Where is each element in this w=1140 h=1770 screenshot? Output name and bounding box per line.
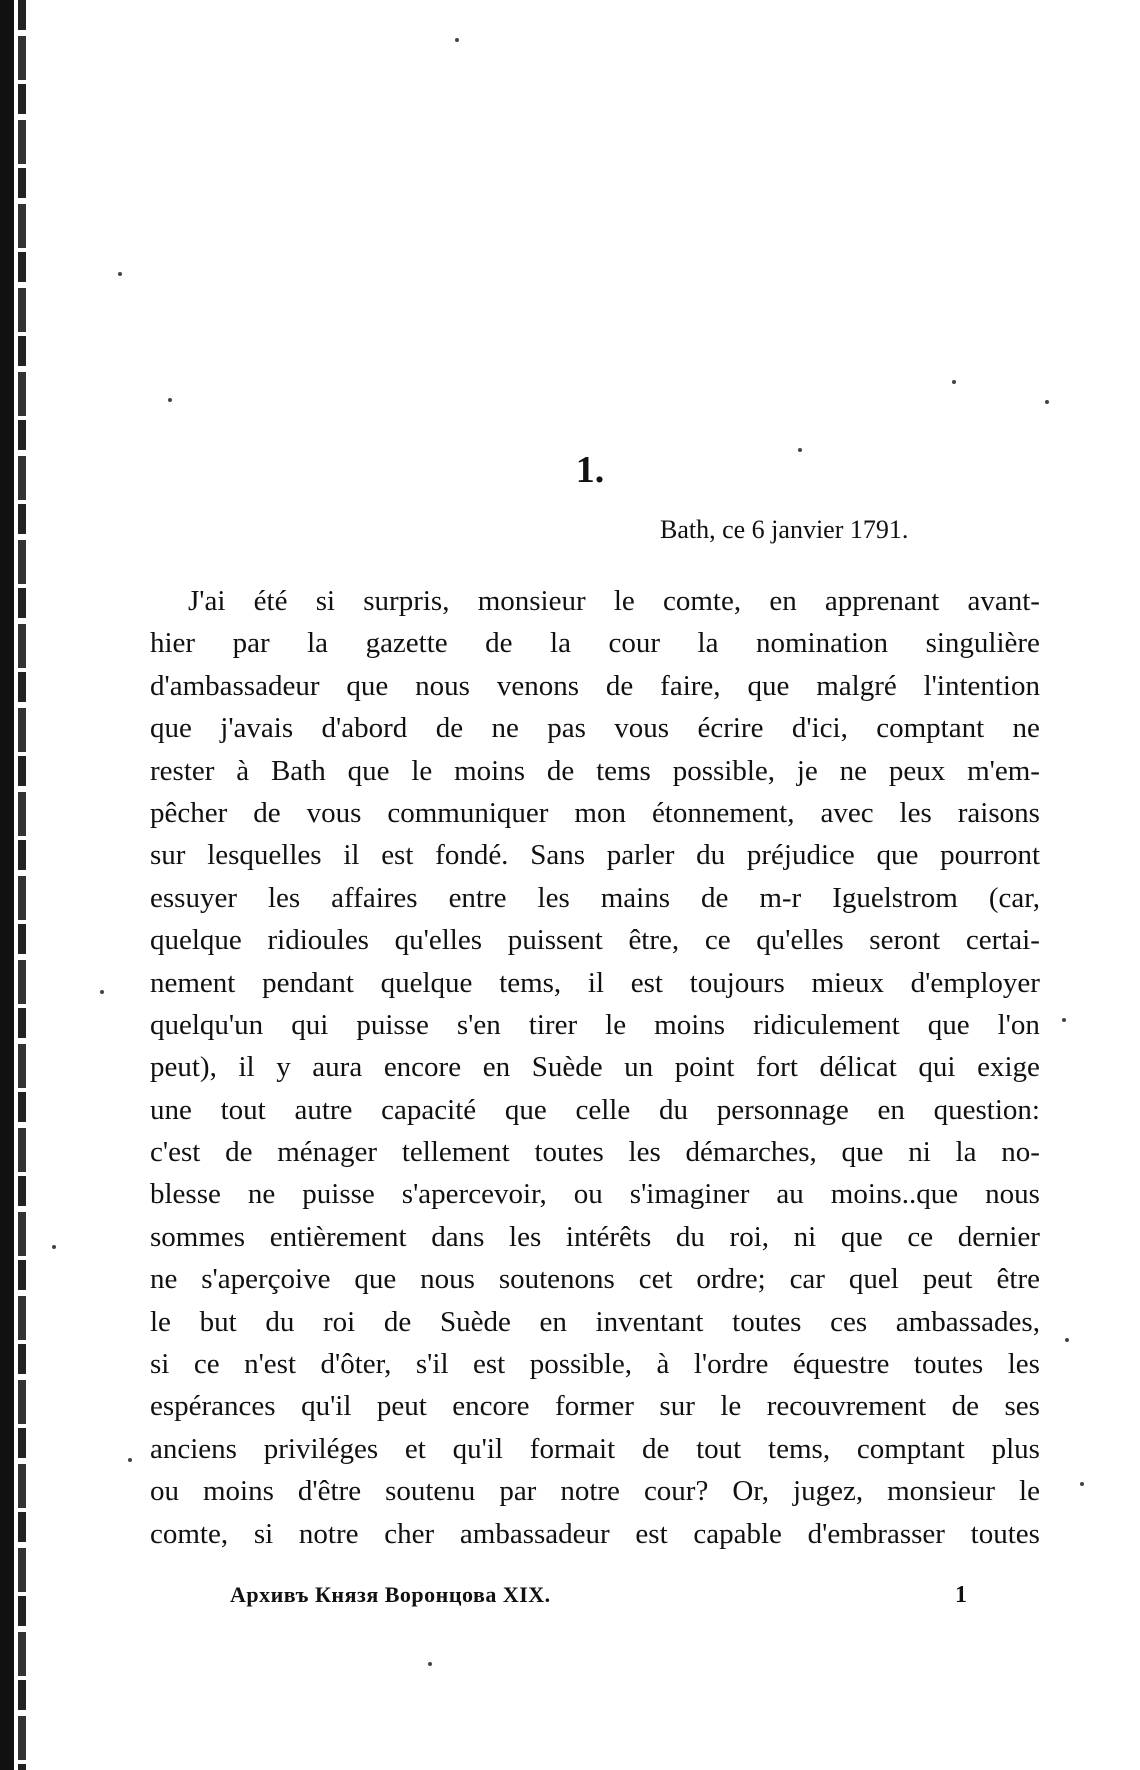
letter-body bbox=[150, 580, 1040, 1555]
scan-speck bbox=[1065, 1338, 1069, 1342]
word: plus bbox=[991, 1432, 1040, 1465]
word: être, bbox=[628, 924, 680, 957]
word: ces bbox=[830, 1305, 868, 1338]
word: de bbox=[951, 1390, 979, 1423]
word: jugez, bbox=[793, 1475, 864, 1508]
word: écrire bbox=[697, 712, 764, 745]
word: en bbox=[482, 1051, 511, 1084]
word: inventant bbox=[595, 1305, 704, 1338]
word: équestre bbox=[792, 1348, 890, 1381]
word: vous bbox=[614, 712, 670, 745]
word: pêcher bbox=[150, 796, 228, 829]
word: est bbox=[381, 839, 414, 872]
word: s'apercevoir, bbox=[401, 1178, 547, 1211]
text-line bbox=[150, 580, 1040, 622]
text-line bbox=[150, 1089, 1040, 1131]
word: raisons bbox=[957, 796, 1040, 829]
word: notre bbox=[298, 1517, 359, 1550]
word: encore bbox=[383, 1051, 462, 1084]
text-line bbox=[150, 919, 1040, 961]
word: monsieur bbox=[887, 1475, 996, 1508]
word: que bbox=[841, 1136, 884, 1169]
word: ridiculement bbox=[753, 1008, 900, 1041]
word: parler bbox=[606, 839, 675, 872]
word: que bbox=[504, 1093, 547, 1126]
word: en bbox=[539, 1305, 567, 1338]
word: de bbox=[700, 881, 729, 914]
word: en bbox=[877, 1093, 905, 1126]
word: car bbox=[789, 1263, 825, 1296]
scan-speck bbox=[168, 398, 172, 402]
word: blesse bbox=[150, 1178, 221, 1211]
word: cour bbox=[608, 627, 661, 660]
word: moins bbox=[203, 1475, 274, 1508]
word: comptant bbox=[856, 1432, 965, 1465]
word: quelqu'un bbox=[150, 1008, 264, 1041]
word: peut), bbox=[150, 1051, 217, 1084]
scan-speck bbox=[118, 272, 122, 276]
word: les bbox=[628, 1136, 661, 1169]
scan-speck bbox=[1045, 400, 1049, 404]
word: qui bbox=[918, 1051, 956, 1084]
word: celle bbox=[575, 1093, 631, 1126]
word: malgré bbox=[816, 669, 897, 702]
word: d'ôter, bbox=[320, 1348, 392, 1381]
word: toutes bbox=[534, 1136, 604, 1169]
text-line bbox=[150, 1004, 1040, 1046]
word: la bbox=[955, 1136, 977, 1169]
word: venons bbox=[496, 669, 580, 702]
text-line bbox=[150, 877, 1040, 919]
word: quelque bbox=[380, 966, 473, 999]
text-line bbox=[150, 1343, 1040, 1385]
word: d'ambassadeur bbox=[150, 669, 320, 702]
word: peut bbox=[922, 1263, 973, 1296]
word: certai- bbox=[965, 924, 1040, 957]
word: cet bbox=[638, 1263, 673, 1296]
book-binding-shadow bbox=[18, 0, 26, 1770]
word: d'employer bbox=[910, 966, 1040, 999]
word: de bbox=[546, 754, 575, 787]
word: nement bbox=[150, 966, 236, 999]
word: toutes bbox=[970, 1517, 1040, 1550]
scan-speck bbox=[428, 1662, 432, 1666]
word: s'il bbox=[415, 1348, 449, 1381]
word: tems, bbox=[499, 966, 562, 999]
word: que bbox=[150, 712, 192, 745]
word: Sans bbox=[530, 839, 585, 872]
scan-speck bbox=[952, 380, 956, 384]
word: tellement bbox=[401, 1136, 510, 1169]
word: du bbox=[265, 1305, 295, 1338]
word: que bbox=[346, 669, 389, 702]
word: faire, bbox=[660, 669, 721, 702]
word: s'aperçoive bbox=[201, 1263, 331, 1296]
word: ne bbox=[150, 1263, 178, 1296]
word: peux bbox=[888, 754, 946, 787]
word: Suède bbox=[531, 1051, 603, 1084]
word: fort bbox=[756, 1051, 798, 1084]
word: été bbox=[253, 585, 288, 617]
word: nomination bbox=[755, 627, 889, 660]
word: monsieur bbox=[477, 585, 586, 617]
word: espérances bbox=[150, 1390, 276, 1423]
word: comptant bbox=[876, 712, 985, 745]
word: surpris, bbox=[363, 585, 450, 617]
word: est bbox=[473, 1348, 506, 1381]
word: former bbox=[555, 1390, 634, 1423]
word: communiquer bbox=[387, 796, 549, 829]
word: Bath bbox=[270, 754, 326, 787]
word: nous bbox=[420, 1263, 475, 1296]
word: la bbox=[307, 627, 329, 660]
word: ni bbox=[908, 1136, 931, 1169]
word: le bbox=[605, 1008, 627, 1041]
word: qu'il bbox=[452, 1432, 503, 1465]
book-binding-edge bbox=[0, 0, 14, 1770]
word: en bbox=[769, 585, 797, 617]
word: du bbox=[696, 839, 726, 872]
word: de bbox=[383, 1305, 412, 1338]
text-line bbox=[150, 665, 1040, 707]
word: seront bbox=[869, 924, 941, 957]
word: cour? bbox=[643, 1475, 709, 1508]
word: m-r bbox=[759, 881, 802, 914]
word: puisse bbox=[356, 1008, 429, 1041]
word: ce bbox=[704, 924, 731, 957]
word: entièrement bbox=[269, 1220, 407, 1253]
word: que bbox=[876, 839, 919, 872]
word: la bbox=[550, 627, 571, 660]
word: intérêts bbox=[565, 1220, 652, 1253]
text-line bbox=[150, 1046, 1040, 1088]
word: ou bbox=[150, 1475, 179, 1508]
word: à bbox=[236, 754, 250, 787]
word: priviléges bbox=[263, 1432, 379, 1465]
word: sur bbox=[150, 839, 186, 872]
word: possible, bbox=[672, 754, 775, 787]
word: ou bbox=[573, 1178, 603, 1211]
word: de bbox=[253, 796, 281, 829]
word: dans bbox=[431, 1220, 485, 1253]
word: encore bbox=[452, 1390, 530, 1423]
word: de bbox=[605, 669, 634, 702]
word: les bbox=[899, 796, 932, 829]
word: ne bbox=[247, 1178, 276, 1211]
word: le bbox=[1019, 1475, 1040, 1508]
scan-speck bbox=[52, 1245, 56, 1249]
word: le bbox=[411, 754, 433, 787]
word: pendant bbox=[262, 966, 354, 999]
word: d'être bbox=[297, 1475, 362, 1508]
word: comte, bbox=[663, 585, 742, 617]
word: tout bbox=[220, 1093, 266, 1126]
word: l'ordre bbox=[693, 1348, 769, 1381]
word: moins..que bbox=[830, 1178, 959, 1211]
word: personnage bbox=[716, 1093, 849, 1126]
word: du bbox=[675, 1220, 705, 1253]
word: roi, bbox=[729, 1220, 769, 1253]
word: but bbox=[199, 1305, 237, 1338]
text-line bbox=[150, 1428, 1040, 1470]
word: mieux bbox=[811, 966, 884, 999]
scan-speck bbox=[100, 990, 104, 994]
word: puissent bbox=[507, 924, 603, 957]
text-line bbox=[150, 1216, 1040, 1258]
word: ne bbox=[491, 712, 519, 745]
word: capable bbox=[693, 1517, 782, 1550]
word: l'intention bbox=[923, 669, 1040, 702]
word: du bbox=[658, 1093, 688, 1126]
word: les bbox=[509, 1220, 542, 1253]
word: d'abord bbox=[321, 712, 408, 745]
word: d'embrasser bbox=[807, 1517, 945, 1550]
text-line bbox=[150, 1301, 1040, 1343]
word: quel bbox=[848, 1263, 899, 1296]
text-line bbox=[150, 750, 1040, 792]
word: singulière bbox=[925, 627, 1040, 660]
word: un bbox=[624, 1051, 654, 1084]
word: soutenu bbox=[385, 1475, 476, 1508]
word: que bbox=[354, 1263, 397, 1296]
word: lesquelles bbox=[207, 839, 322, 872]
word: par bbox=[232, 627, 270, 660]
word: tems, bbox=[768, 1432, 831, 1465]
word: cher bbox=[384, 1517, 435, 1550]
word: le bbox=[613, 585, 635, 617]
word: au bbox=[776, 1178, 804, 1211]
word: y bbox=[276, 1051, 291, 1084]
word: affaires bbox=[331, 881, 418, 914]
word: de bbox=[641, 1432, 670, 1465]
text-line bbox=[150, 1258, 1040, 1300]
word: est bbox=[630, 966, 663, 999]
word: et bbox=[404, 1432, 426, 1465]
word: question: bbox=[933, 1093, 1040, 1126]
word: nous bbox=[415, 669, 470, 702]
word: à bbox=[656, 1348, 670, 1381]
word: toujours bbox=[689, 966, 785, 999]
word: ambassades, bbox=[895, 1305, 1040, 1338]
word: que bbox=[347, 754, 390, 787]
word: no- bbox=[1001, 1136, 1040, 1169]
word: ses bbox=[1004, 1390, 1040, 1423]
word: les bbox=[267, 881, 301, 914]
word: possible, bbox=[529, 1348, 633, 1381]
word: ambassadeur bbox=[459, 1517, 610, 1550]
word: il bbox=[343, 839, 360, 872]
word: toutes bbox=[732, 1305, 802, 1338]
word: démarches, bbox=[685, 1136, 817, 1169]
word: autre bbox=[294, 1093, 353, 1126]
word: pas bbox=[547, 712, 586, 745]
word: aura bbox=[312, 1051, 363, 1084]
word: le bbox=[150, 1305, 171, 1338]
word: mains bbox=[600, 881, 670, 914]
word: dernier bbox=[957, 1220, 1040, 1253]
word: par bbox=[499, 1475, 537, 1508]
word: moins bbox=[654, 1008, 726, 1041]
word: si bbox=[150, 1348, 170, 1381]
word: étonnement, bbox=[651, 796, 795, 829]
word: recouvrement bbox=[766, 1390, 927, 1423]
text-line bbox=[150, 1470, 1040, 1512]
text-line bbox=[150, 1513, 1040, 1555]
word: préjudice bbox=[746, 839, 855, 872]
word: avant- bbox=[967, 585, 1040, 617]
word: notre bbox=[560, 1475, 620, 1508]
word: capacité bbox=[381, 1093, 477, 1126]
word: pourront bbox=[940, 839, 1040, 872]
word: hier bbox=[150, 627, 196, 660]
word: de bbox=[485, 627, 513, 660]
word: m'em- bbox=[967, 754, 1040, 787]
word: qu'il bbox=[301, 1390, 352, 1423]
word: fondé. bbox=[435, 839, 509, 872]
word: Iguelstrom bbox=[832, 881, 958, 914]
word: la bbox=[697, 627, 719, 660]
word: tems bbox=[596, 754, 651, 787]
text-line bbox=[150, 792, 1040, 834]
word: est bbox=[635, 1517, 668, 1550]
word: délicat bbox=[819, 1051, 897, 1084]
word: ménager bbox=[277, 1136, 378, 1169]
word: il bbox=[587, 966, 605, 999]
word: que bbox=[927, 1008, 970, 1041]
word: l'on bbox=[997, 1008, 1040, 1041]
word: ce bbox=[907, 1220, 934, 1253]
word: essuyer bbox=[150, 881, 237, 914]
word: Or, bbox=[732, 1475, 770, 1508]
text-line bbox=[150, 1131, 1040, 1173]
text-line bbox=[150, 622, 1040, 664]
word: quelque bbox=[150, 924, 242, 957]
document-number: 1. bbox=[575, 449, 605, 491]
text-line bbox=[150, 834, 1040, 876]
word: toutes bbox=[913, 1348, 984, 1381]
scan-speck bbox=[1080, 1482, 1084, 1486]
word: tirer bbox=[528, 1008, 578, 1041]
word: n'est bbox=[244, 1348, 297, 1381]
word: les bbox=[537, 881, 570, 914]
word: rester bbox=[150, 754, 215, 787]
word: avec bbox=[820, 796, 874, 829]
word: vous bbox=[306, 796, 362, 829]
word: s'imaginer bbox=[629, 1178, 750, 1211]
text-line bbox=[150, 1173, 1040, 1215]
word: J'ai bbox=[188, 585, 226, 617]
word: entre bbox=[448, 881, 507, 914]
word: les bbox=[1007, 1348, 1040, 1381]
word: Suède bbox=[439, 1305, 511, 1338]
word: s'en bbox=[456, 1008, 501, 1041]
word: formait bbox=[529, 1432, 616, 1465]
word: nous bbox=[985, 1178, 1040, 1211]
word: soutenons bbox=[498, 1263, 615, 1296]
word: sur bbox=[659, 1390, 695, 1423]
word: ordre; bbox=[696, 1263, 766, 1296]
word: si bbox=[253, 1517, 274, 1550]
word: sommes bbox=[150, 1220, 246, 1253]
text-line bbox=[150, 707, 1040, 749]
word: que bbox=[840, 1220, 883, 1253]
word: ne bbox=[1012, 712, 1040, 745]
scan-speck bbox=[455, 38, 459, 42]
word: ridioules bbox=[267, 924, 369, 957]
word: anciens bbox=[150, 1432, 237, 1465]
word: qui bbox=[291, 1008, 329, 1041]
word: de bbox=[435, 712, 464, 745]
word: qu'elles bbox=[756, 924, 844, 957]
word: d'ici, bbox=[791, 712, 848, 745]
word: j'avais bbox=[220, 712, 294, 745]
word: apprenant bbox=[824, 585, 940, 617]
text-line bbox=[150, 962, 1040, 1004]
word: tout bbox=[696, 1432, 742, 1465]
word: il bbox=[238, 1051, 255, 1084]
word: une bbox=[150, 1093, 192, 1126]
scan-speck bbox=[1062, 1018, 1066, 1022]
word: exige bbox=[977, 1051, 1040, 1084]
word: peut bbox=[376, 1390, 427, 1423]
word: (car, bbox=[988, 881, 1040, 914]
text-line bbox=[150, 1385, 1040, 1427]
word: ce bbox=[193, 1348, 220, 1381]
word: qu'elles bbox=[394, 924, 483, 957]
word: de bbox=[225, 1136, 253, 1169]
word: être bbox=[996, 1263, 1040, 1296]
word: mon bbox=[574, 796, 626, 829]
word: comte, bbox=[150, 1517, 229, 1550]
word: gazette bbox=[365, 627, 448, 660]
word: je bbox=[796, 754, 818, 787]
scan-speck bbox=[128, 1458, 132, 1462]
word: puisse bbox=[302, 1178, 375, 1211]
word: que bbox=[747, 669, 790, 702]
word: ne bbox=[839, 754, 867, 787]
page-number: 1 bbox=[955, 1582, 967, 1608]
word: c'est bbox=[150, 1136, 201, 1169]
word: si bbox=[315, 585, 336, 617]
dateline: Bath, ce 6 janvier 1791. bbox=[660, 515, 909, 544]
word: le bbox=[720, 1390, 742, 1423]
word: roi bbox=[323, 1305, 356, 1338]
word: moins bbox=[454, 754, 525, 787]
running-footer: Архивъ Князя Воронцова XIX. bbox=[230, 1582, 551, 1607]
word: point bbox=[674, 1051, 735, 1084]
word: ni bbox=[793, 1220, 817, 1253]
